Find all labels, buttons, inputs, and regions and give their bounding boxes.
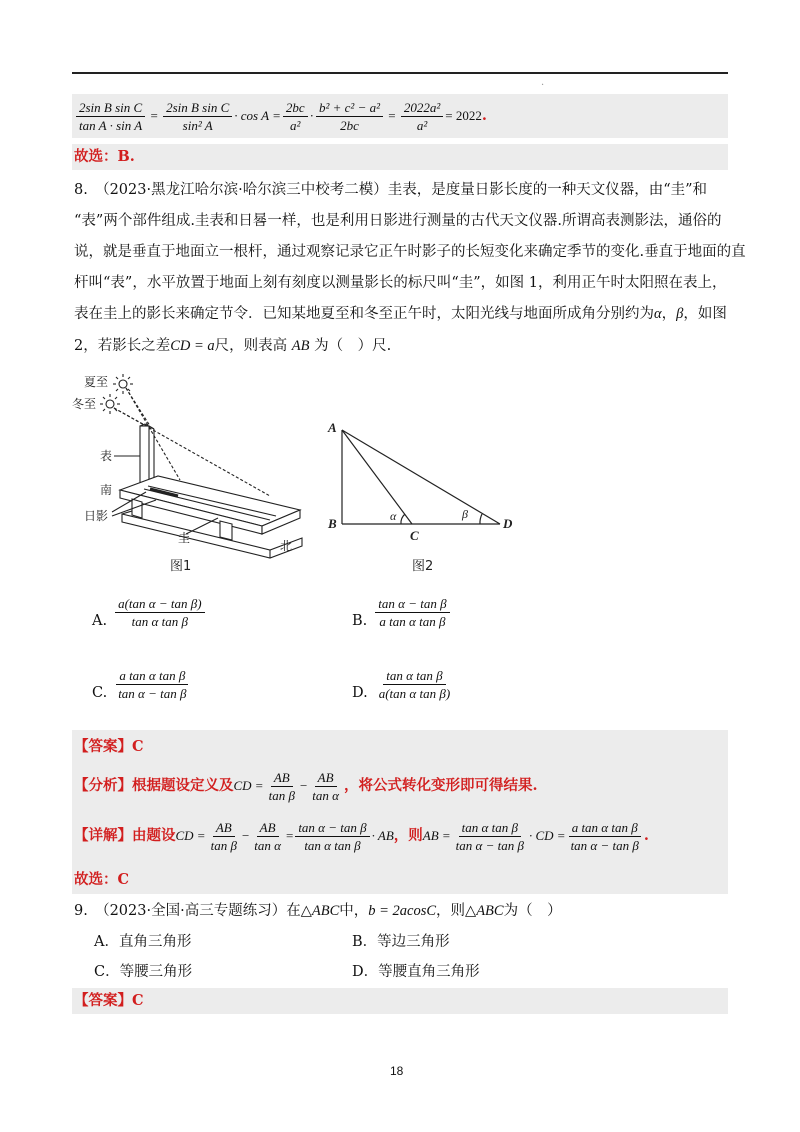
fig1-gui: 圭 [178, 531, 191, 545]
analysis-cd: CD = [233, 778, 264, 793]
det-minus: − [241, 828, 250, 843]
analysis-tail: ，将公式转化变形即可得结果. [343, 777, 538, 794]
sun-summer-icon [113, 374, 133, 394]
fig2-label-B: B [328, 516, 337, 531]
q9-stem-b: 中， [339, 903, 369, 919]
sun-winter-icon [100, 394, 120, 414]
q9-option-a[interactable]: A．直角三角形 [94, 934, 192, 950]
q8-line5a: 表在圭上的影长来确定节令．已知某地夏至和冬至正午时，太阳光线与地面所成角分别约为 [74, 306, 654, 322]
fig2-label-D: D [503, 516, 513, 531]
q8-line6c: 为（ ）尺. [314, 338, 392, 354]
fig1-summer: 夏至 [84, 375, 109, 389]
t5-den: a² [416, 117, 428, 133]
option-a-den: tan α tan β [131, 613, 188, 629]
fig2-caption: 图2 [412, 559, 434, 574]
q8-answer-label: 【答案】C [74, 738, 144, 755]
option-c[interactable] [92, 664, 191, 704]
q8-analysis [74, 766, 538, 806]
option-c-label: C. [92, 685, 108, 701]
q9-stem [74, 901, 562, 921]
q8-line3: 说，就是垂直于地面立一根杆，通过观察记录它正午时影子的长短变化来确定季节的变化.垂直于地面的直 [74, 244, 746, 260]
fig1-south: 南 [100, 483, 113, 497]
detail-label: 【详解】由题设 [74, 827, 176, 844]
option-d-den: a(tan α tan β) [378, 685, 451, 701]
q8-final-answer: 故选：C [74, 871, 130, 888]
q8-comma: ， [661, 306, 677, 322]
q8-ab: AB [291, 338, 310, 354]
q9-option-d[interactable]: D．等腰直角三角形 [352, 964, 480, 980]
header-rule [72, 72, 728, 74]
q8-line6 [74, 336, 391, 356]
fig1-north: 北 [280, 539, 293, 553]
det-f4-num: tan α tan β [459, 819, 521, 837]
fig2-beta: β [462, 507, 468, 521]
fig2-label-A: A [328, 420, 337, 435]
det-f4-den: tan α − tan β [455, 837, 524, 853]
t1-den: tan A · sin A [79, 117, 143, 133]
fig1-winter: 冬至 [72, 397, 97, 411]
q8-beta: β [676, 306, 684, 322]
q8-line5 [74, 304, 727, 324]
q9-cond: b = 2acosC [368, 903, 437, 919]
q9-answer-box [72, 988, 728, 1014]
q8-detail [74, 814, 649, 858]
page-number: 18 [390, 1064, 404, 1078]
option-c-den: tan α − tan β [118, 685, 187, 701]
q8-cd-eq: CD = a [170, 338, 215, 354]
q8-line5b: ，如图 [683, 306, 727, 322]
t5-num: 2022a² [401, 99, 443, 117]
ana-f1-num: AB [271, 769, 293, 787]
t2-num: 2sin B sin C [163, 99, 232, 117]
t2-den: sin² A [182, 117, 213, 133]
det-f2-den: tan α [254, 837, 281, 853]
q9-stem-d: 为（ ） [503, 903, 562, 919]
fig1-caption: 图1 [170, 559, 192, 574]
ana-minus: − [299, 778, 308, 793]
option-b-label: B. [352, 613, 368, 629]
q9-tri1: △ABC [300, 903, 340, 919]
det-ab-eq: AB = [422, 828, 451, 843]
q8-alpha: α [654, 306, 662, 322]
q8-line1: 8. （2023·黑龙江哈尔滨·哈尔滨三中校考二模）圭表，是度量日影长度的一种天文仪器，由“圭”和 [74, 182, 708, 198]
figure-1 [70, 368, 310, 578]
det-f2-num: AB [257, 819, 279, 837]
ana-f1-den: tan β [268, 787, 295, 803]
q9-tri2: △ABC [465, 903, 504, 919]
figure-2 [322, 418, 522, 578]
q9-answer: 【答案】C [74, 992, 144, 1009]
prev-answer: 故选：B. [74, 148, 135, 165]
q9-option-c[interactable]: C．等腰三角形 [94, 964, 193, 980]
det-eq: = [285, 828, 294, 843]
q9-stem-a: 9. （2023·全国·高三专题练习）在 [74, 903, 301, 919]
fig1-shadow: 日影 [84, 509, 109, 523]
t3-num: 2bc [283, 99, 308, 117]
det-f1-num: AB [213, 819, 235, 837]
option-d-label: D. [352, 685, 368, 701]
t3-den: a² [290, 117, 301, 133]
top-result: = 2022 [445, 108, 482, 123]
q8-line6b: 尺，则表高 [214, 338, 288, 354]
fig2-label-C: C [410, 528, 419, 543]
det-f3-den: tan α tan β [304, 837, 361, 853]
det-period: . [643, 827, 649, 844]
t4-num: b² + c² − a² [316, 99, 383, 117]
top-formula: $\frac{\text{2sin B sin C}}{\text{tan A · sin A}}$ = $\frac{\text{2sin B sin C}}{\text{sin² A}}$ · cos A = $\frac{2bc}{\text{a²}}$ · $\frac{\text{b² + c² − a²}}{2bc}$ = $\frac{\text{2022a²}}{\text{a²}}$ = 2022 . [74, 96, 487, 136]
option-a-label: A. [92, 613, 108, 629]
option-d-num: tan α tan β [383, 667, 445, 685]
det-f1-den: tan β [210, 837, 237, 853]
ana-f2-num: AB [315, 769, 337, 787]
t2-tail: · cos A = [234, 108, 281, 123]
q9-option-b[interactable]: B．等边三角形 [352, 934, 450, 950]
det-f3-num: tan α − tan β [295, 819, 369, 837]
option-b-num: tan α − tan β [375, 595, 449, 613]
ana-f2-den: tan α [312, 787, 339, 803]
detail-cd: CD = [175, 828, 206, 843]
det-f5-den: tan α − tan β [570, 837, 639, 853]
t1-num: 2sin B sin C [76, 99, 145, 117]
top-period: . [481, 107, 487, 124]
option-a-num: a(tan α − tan β) [115, 595, 204, 613]
q8-line2: “表”两个部件组成.圭表和日晷一样，也是利用日影进行测量的古代天文仪器.所谓高表测影法，通俗的 [74, 213, 722, 229]
analysis-label: 【分析】根据题设定义及 [74, 777, 234, 794]
det-ab: · AB [371, 828, 394, 843]
fig2-alpha: α [390, 509, 397, 523]
q9-stem-c: ，则 [436, 903, 466, 919]
option-d[interactable] [352, 664, 455, 704]
q8-line6a: 2，若影长之差 [74, 338, 171, 354]
option-b-den: a tan α tan β [379, 613, 446, 629]
option-a[interactable] [92, 592, 207, 632]
header-mark: · [541, 80, 545, 91]
option-b[interactable] [352, 592, 452, 632]
option-c-num: a tan α tan β [116, 667, 188, 685]
fig1-biao: 表 [100, 449, 113, 463]
t4-den: 2bc [340, 117, 359, 133]
q8-line4: 杆叫“表”，水平放置于地面上刻有刻度以测量影长的标尺叫“圭”，如图 1，利用正午时太阳照在表上， [74, 275, 727, 291]
answer-box [72, 730, 728, 894]
prev-answer-box [72, 144, 728, 170]
det-then: ，则 [393, 827, 423, 844]
det-cd2: · CD = [528, 828, 566, 843]
det-f5-num: a tan α tan β [569, 819, 641, 837]
